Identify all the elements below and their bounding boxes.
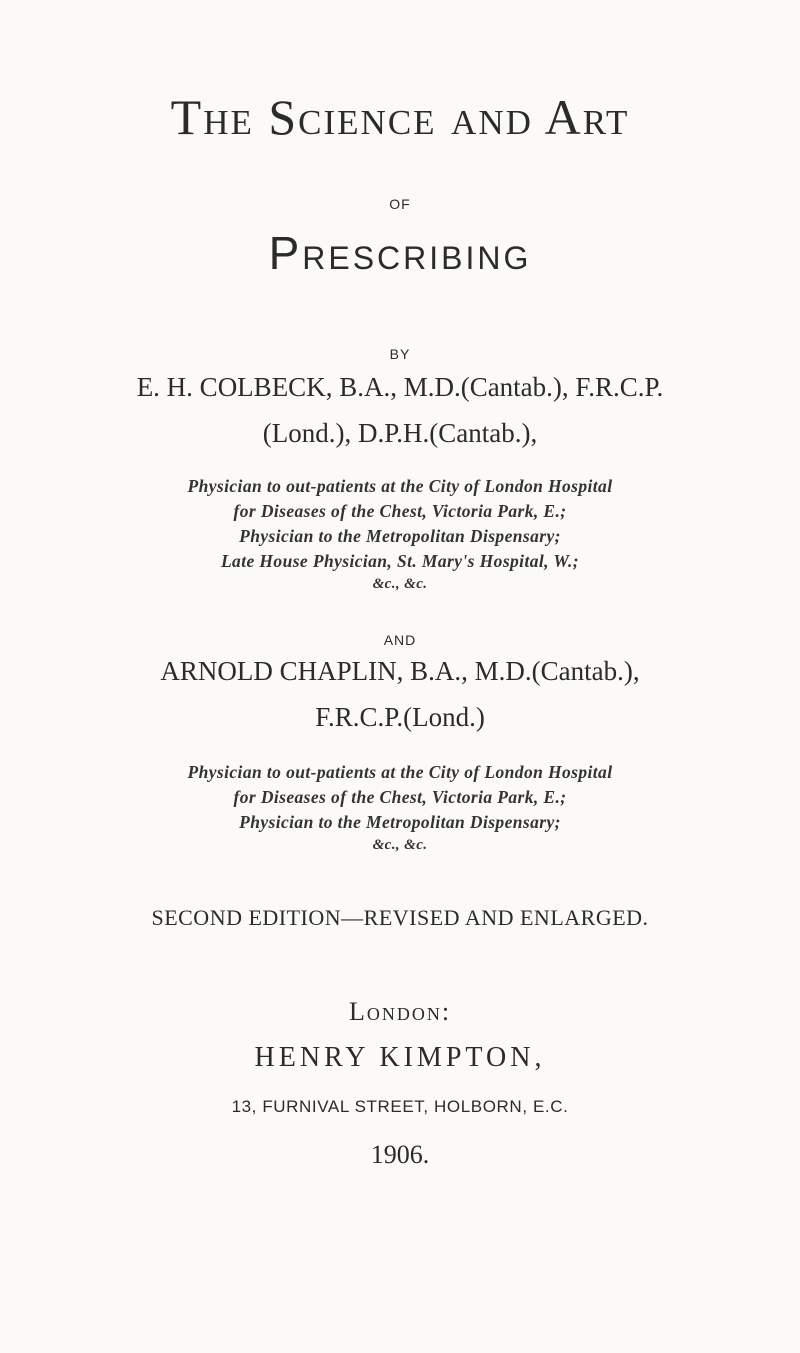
author1-position: Late House Physician, St. Mary's Hospital, W.; [220,551,580,571]
imprint-year: 1906. [370,1140,430,1169]
title-line-1: The Science and Art [170,89,630,145]
author2-position: for Diseases of the Chest, Victoria Park, E.; [233,787,567,807]
author2-name: ARNOLD CHAPLIN, B.A., M.D.(Cantab.), [160,656,640,686]
imprint-publisher: HENRY KIMPTON, [254,1042,546,1073]
author1-position: for Diseases of the Chest, Victoria Park, E.; [233,501,567,521]
by-label: BY [389,346,411,362]
imprint-address: 13, FURNIVAL STREET, HOLBORN, E.C. [231,1097,569,1116]
author1-degrees: (Lond.), D.P.H.(Cantab.), [262,418,538,448]
and-label: AND [383,632,417,648]
author1-position: Physician to the Metropolitan Dispensary; [239,526,561,546]
title-line-2: Prescribing [268,227,532,279]
author1-etc: &c., &c. [372,576,428,592]
edition-statement: SECOND EDITION—REVISED AND ENLARGED. [151,905,649,930]
author1-name: E. H. COLBECK, B.A., M.D.(Cantab.), F.R.C.P. [136,372,664,402]
author1-position: Physician to out-patients at the City of London Hospital [187,476,613,496]
author2-etc: &c., &c. [372,837,428,853]
title-connector-of: OF [389,196,411,212]
imprint-city: London: [348,997,452,1026]
author2-position: Physician to out-patients at the City of London Hospital [187,762,613,782]
author2-position: Physician to the Metropolitan Dispensary; [239,812,561,832]
author2-degrees: F.R.C.P.(Lond.) [315,702,485,732]
